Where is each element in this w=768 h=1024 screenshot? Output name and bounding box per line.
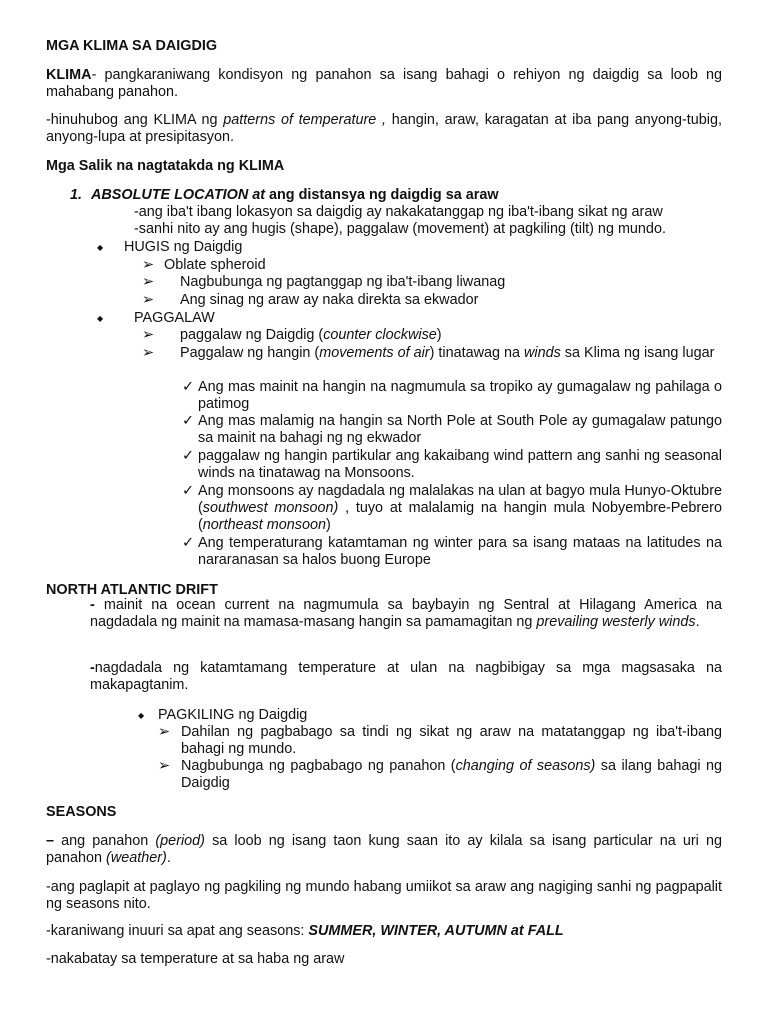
factors-heading: Mga Salik na nagtatakda ng KLIMA [46,158,285,174]
nad-paragraph-2: -nagdadala ng katamtamang temperature at ulan na nagbibigay sa mga magsasaka na makapagtanim. [90,660,722,693]
doc-title: MGA KLIMA SA DAIGDIG [46,38,218,54]
seasons-paragraph-4: -nakabatay sa temperature at sa haba ng araw [46,951,345,967]
paggalaw-check-3: paggalaw ng hangin partikular ang kakaibang wind pattern ang sanhi ng seasonal winds na tinatawag na Monsoons. [198,448,722,481]
check-icon: ✓ [182,379,195,395]
seasons-paragraph-1: – ang panahon (period) sa loob ng isang taon kung saan ito ay kilala sa isang particular na uri ng panahon (weather). [46,833,722,866]
paggalaw-label: PAGGALAW [134,310,215,326]
pagkiling-label: PAGKILING ng Daigdig [158,707,308,723]
item-1-number: 1. [70,187,83,203]
item-1-sub-2: -sanhi nito ay ang hugis (shape), paggalaw (movement) at pagkiling (tilt) ng mundo. [134,221,666,237]
klima-term: KLIMA [46,67,92,83]
seasons-paragraph-3: -karaniwang inuuri sa apat ang seasons: SUMMER, WINTER, AUTUMN at FALL [46,923,564,939]
pagkiling-item-1: Dahilan ng pagbabago sa tindi ng sikat ng araw na matatanggap ng iba't-ibang bahagi ng mundo. [181,724,722,757]
hugis-item-2: Nagbubunga ng pagtanggap ng iba't-ibang liwanag [180,274,506,290]
arrow-icon: ➢ [142,345,155,361]
item-1-heading: ABSOLUTE LOCATION at ang distansya ng daigdig sa araw [91,187,499,203]
hugis-item-1: Oblate spheroid [164,257,266,273]
arrow-icon: ➢ [142,292,155,308]
klima-definition [46,67,722,101]
arrow-icon: ➢ [158,758,171,774]
seasons-paragraph-2: -ang paglapit at paglayo ng pagkiling ng mundo habang umiikot sa araw ang nagiging sanhi ng pagpapalit ng seasons nito. [46,879,722,912]
paggalaw-check-2: Ang mas malamig na hangin sa North Pole at South Pole ay gumagalaw patungo sa mainit na bahagi ng ng ekwador [198,413,722,446]
check-icon: ✓ [182,413,195,429]
nad-heading: NORTH ATLANTIC DRIFT [46,582,218,598]
arrow-icon: ➢ [142,257,155,273]
paggalaw-check-4: Ang monsoons ay nagdadala ng malalakas na ulan at bagyo mula Hunyo-Oktubre (southwest monsoon) , tuyo at malalamig na hangin mula Nobyembre-Pebrero (northeast monsoon) [198,483,722,533]
check-icon: ✓ [182,483,195,499]
paggalaw-item-2: Paggalaw ng hangin (movements of air) tinatawag na winds sa Klima ng isang lugar [180,345,715,361]
klima-shaping-paragraph: -hinuhubog ang KLIMA ng patterns of temperature , hangin, araw, karagatan at iba pang anyong-tubig, anyong-lupa at presipitasyon. [46,112,722,145]
bullet-diamond-icon: ◆ [97,243,104,252]
klima-definition-text: - pangkaraniwang kondisyon ng panahon sa isang bahagi o rehiyon ng daigdig sa loob ng mahabang panahon. [46,67,722,100]
hugis-item-3: Ang sinag ng araw ay naka direkta sa ekwador [180,292,479,308]
arrow-icon: ➢ [142,327,155,343]
item-1-sub-1: -ang iba't ibang lokasyon sa daigdig ay nakakatanggap ng iba't-ibang sikat ng araw [134,204,663,220]
seasons-heading: SEASONS [46,804,117,820]
nad-paragraph-1: - mainit na ocean current na nagmumula sa baybayin ng Sentral at Hilagang America na nagdadala ng mainit na mamasa-masang hangin sa pamamagitan ng prevailing westerly winds. [90,597,722,630]
pagkiling-item-2: Nagbubunga ng pagbabago ng panahon (changing of seasons) sa ilang bahagi ng Daigdig [181,758,722,791]
bullet-diamond-icon: ◆ [138,711,145,720]
check-icon: ✓ [182,535,195,551]
check-icon: ✓ [182,448,195,464]
paggalaw-item-1: paggalaw ng Daigdig (counter clockwise) [180,327,442,343]
arrow-icon: ➢ [142,274,155,290]
paggalaw-check-1: Ang mas mainit na hangin na nagmumula sa tropiko ay gumagalaw ng pahilaga o patimog [198,379,722,412]
bullet-diamond-icon: ◆ [97,314,104,323]
arrow-icon: ➢ [158,724,171,740]
hugis-label: HUGIS ng Daigdig [124,239,243,255]
paggalaw-check-5: Ang temperaturang katamtaman ng winter para sa isang mataas na latitudes na nararanasan sa halos buong Europe [198,535,722,568]
